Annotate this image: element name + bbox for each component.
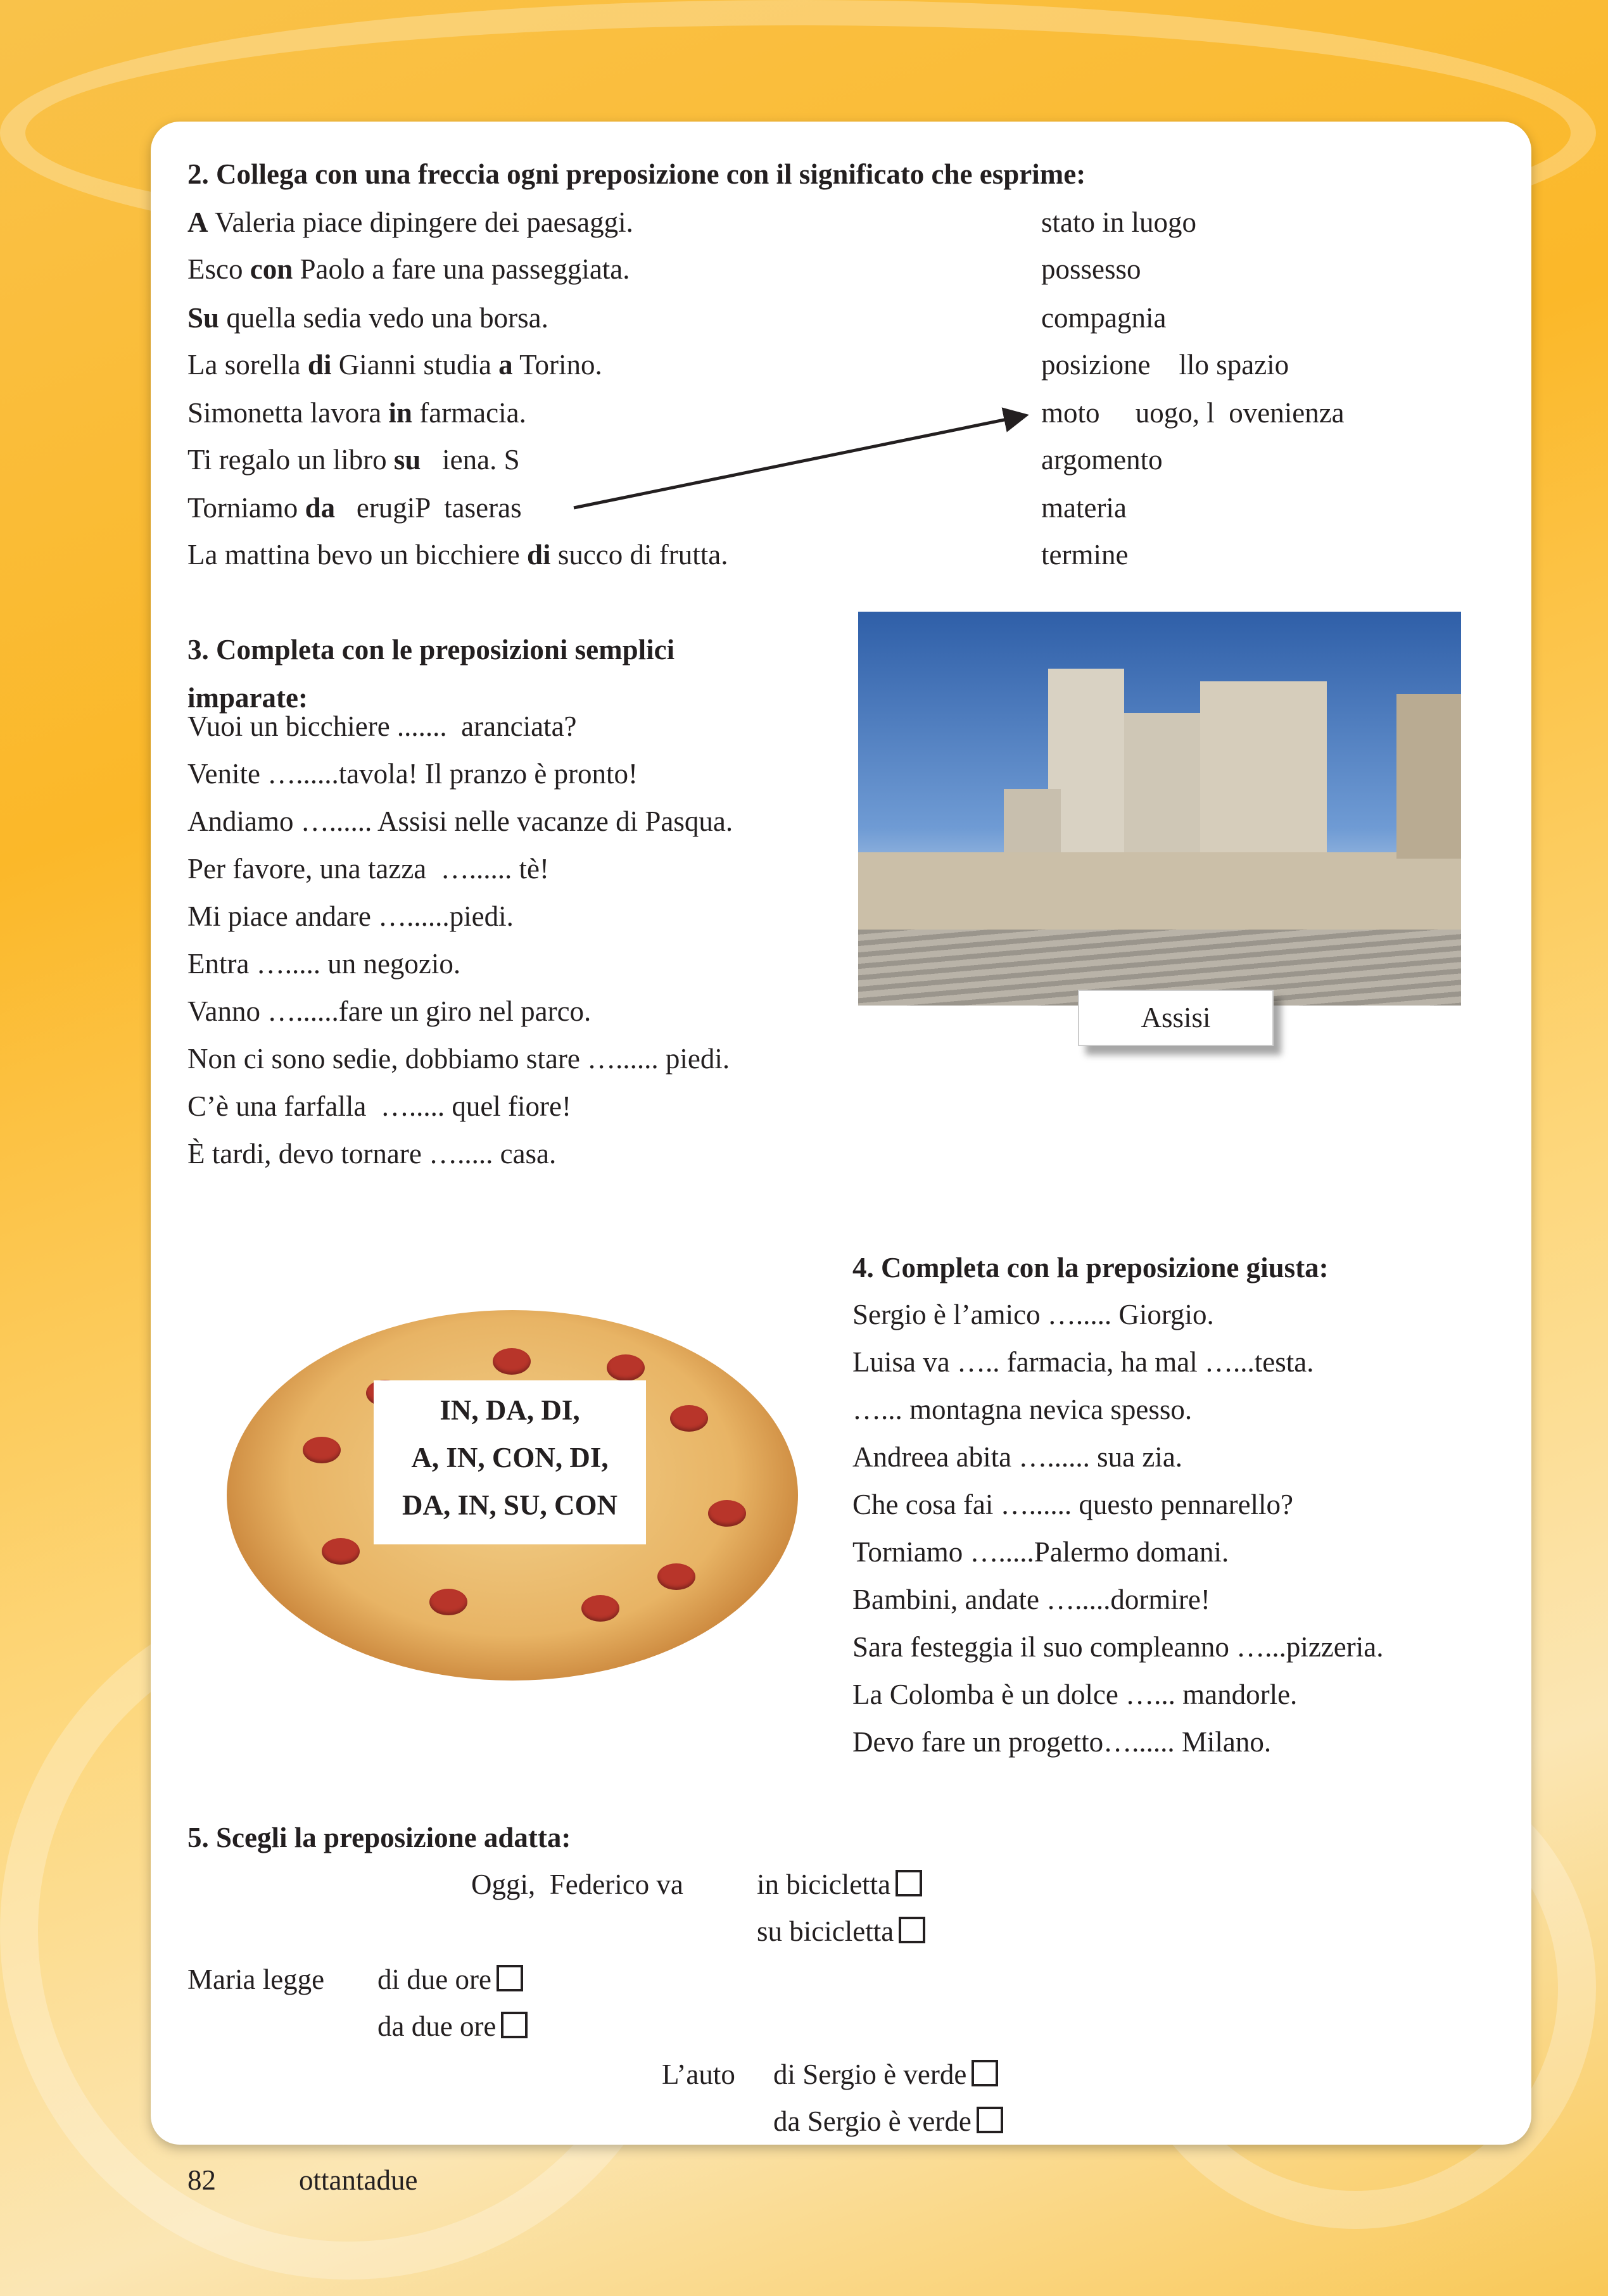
- fill-in-line: …... montagna nevica spesso.: [852, 1394, 1193, 1425]
- fill-in-line: Mi piace andare …......piedi.: [187, 900, 514, 932]
- preposition: su: [393, 444, 421, 476]
- fill-in-line: Luisa va ….. farmacia, ha mal …...testa.: [852, 1346, 1314, 1378]
- fill-in-line: Sara festeggia il suo compleanno …...pizzeria.: [852, 1631, 1384, 1663]
- word-box-line: A, IN, CON, DI,: [411, 1442, 609, 1473]
- fill-in-line: La Colomba è un dolce …... mandorle.: [852, 1679, 1298, 1710]
- fill-in-line: Venite …......tavola! Il pranzo è pronto!: [187, 758, 638, 790]
- checkbox[interactable]: [501, 2012, 528, 2038]
- meaning: moto uogo, l ovenienza: [1041, 397, 1345, 429]
- meaning: compagnia: [1041, 302, 1167, 334]
- fill-in-line: C’è una farfalla …..... quel fiore!: [187, 1090, 571, 1122]
- photo-caption: Assisi: [1078, 990, 1274, 1046]
- option-label: di due ore: [377, 1964, 491, 1995]
- sentence-text: La sorella: [187, 349, 308, 381]
- exercise-3-title: 3. Completa con le preposizioni semplici: [187, 634, 675, 665]
- q1-stem: Oggi, Federico va: [471, 1869, 683, 1900]
- sentence-text: Gianni studia: [331, 349, 499, 381]
- sentence-text: quella sedia vedo una borsa.: [219, 302, 548, 334]
- exercise-2-title: 2. Collega con una freccia ogni preposizione con il significato che esprime:: [187, 158, 1086, 190]
- exercise-3-title-cont: imparate:: [187, 682, 308, 714]
- page-number: 82: [187, 2164, 216, 2196]
- fill-in-line: Vuoi un bicchiere ....... aranciata?: [187, 710, 577, 742]
- sentence-text: Esco: [187, 253, 250, 285]
- meaning: posizione llo spazio: [1041, 349, 1289, 381]
- checkbox[interactable]: [896, 1870, 922, 1896]
- fill-in-line: Per favore, una tazza …...... tè!: [187, 853, 549, 885]
- meaning: possesso: [1041, 253, 1141, 285]
- page-number-word: ottantadue: [299, 2164, 418, 2196]
- word-box-line: IN, DA, DI,: [440, 1394, 580, 1426]
- fill-in-line: Andreea abita …...... sua zia.: [852, 1441, 1183, 1473]
- checkbox[interactable]: [972, 2060, 998, 2086]
- fill-in-line: Torniamo ….....Palermo domani.: [852, 1536, 1229, 1568]
- meaning: termine: [1041, 539, 1129, 571]
- preposition: di: [307, 349, 332, 381]
- option-label: di Sergio è verde: [773, 2059, 967, 2090]
- preposition: di: [527, 539, 551, 571]
- q3-option[interactable]: [773, 2102, 1003, 2140]
- option-label: su bicicletta: [757, 1915, 894, 1947]
- sentence-text: farmacia.: [412, 397, 526, 429]
- q2-option[interactable]: [377, 2007, 528, 2045]
- preposition: Su: [187, 302, 220, 334]
- meaning: stato in luogo: [1041, 206, 1196, 238]
- word-box-line: DA, IN, SU, CON: [402, 1489, 618, 1521]
- fill-in-line: Sergio è l’amico …..... Giorgio.: [852, 1299, 1214, 1330]
- q3-stem: L’auto: [662, 2059, 735, 2090]
- preposition: a: [498, 349, 513, 381]
- q1-option[interactable]: [757, 1912, 925, 1950]
- sentence-text: Paolo a fare una passeggiata.: [293, 253, 630, 285]
- q2-stem: Maria legge: [187, 1964, 325, 1995]
- fill-in-line: Non ci sono sedie, dobbiamo stare …...... piedi.: [187, 1043, 730, 1075]
- preposition-word-box: [374, 1380, 646, 1544]
- sentence-text: iena. S: [421, 444, 520, 476]
- meaning: argomento: [1041, 444, 1163, 476]
- option-label: da due ore: [377, 2010, 497, 2042]
- sentence-text: Ti regalo un libro: [187, 444, 394, 476]
- preposition: da: [305, 492, 336, 524]
- checkbox[interactable]: [497, 1965, 523, 1991]
- fill-in-line: È tardi, devo tornare …..... casa.: [187, 1138, 557, 1170]
- fill-in-line: Bambini, andate ….....dormire!: [852, 1584, 1210, 1615]
- fill-in-line: Devo fare un progetto…...... Milano.: [852, 1726, 1272, 1758]
- exercise-5-title: 5. Scegli la preposizione adatta:: [187, 1822, 571, 1853]
- checkbox[interactable]: [977, 2107, 1003, 2133]
- exercise-4-title: 4. Completa con la preposizione giusta:: [852, 1252, 1329, 1284]
- assisi-photo: [858, 612, 1461, 1006]
- preposition: A: [187, 206, 208, 238]
- sentence-text: Torino.: [512, 349, 602, 381]
- option-label: da Sergio è verde: [773, 2105, 972, 2137]
- sentence-text: Valeria piace dipingere dei paesaggi.: [208, 206, 633, 238]
- q1-option[interactable]: [757, 1865, 922, 1903]
- q2-option[interactable]: [377, 1960, 523, 1998]
- sentence-text: succo di frutta.: [550, 539, 728, 571]
- sentence-text: erugiP taseras: [335, 492, 522, 524]
- checkbox[interactable]: [899, 1917, 925, 1943]
- preposition: con: [250, 253, 293, 285]
- meaning: materia: [1041, 492, 1127, 524]
- fill-in-line: Entra …..... un negozio.: [187, 948, 461, 980]
- option-label: in bicicletta: [757, 1869, 891, 1900]
- fill-in-line: Che cosa fai …...... questo pennarello?: [852, 1489, 1294, 1520]
- fill-in-line: Vanno …......fare un giro nel parco.: [187, 995, 592, 1027]
- sentence-text: Simonetta lavora: [187, 397, 389, 429]
- sentence-text: Torniamo: [187, 492, 305, 524]
- fill-in-line: Andiamo …...... Assisi nelle vacanze di Pasqua.: [187, 805, 733, 837]
- answer-arrow: [0, 0, 1583, 633]
- sentence-text: La mattina bevo un bicchiere: [187, 539, 528, 571]
- preposition: in: [388, 397, 412, 429]
- q3-option[interactable]: [773, 2055, 998, 2093]
